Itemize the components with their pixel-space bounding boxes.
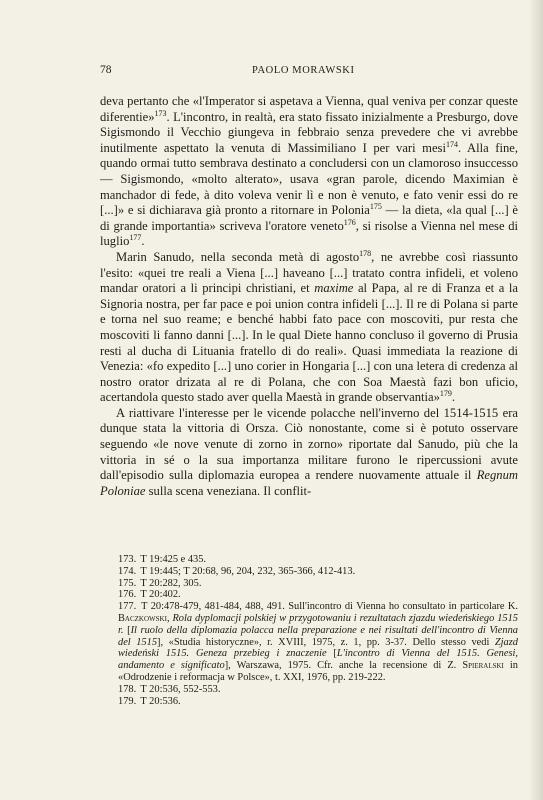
footnote-text: T 20:282, 305.: [140, 577, 202, 589]
paragraph-1: [100, 94, 518, 250]
footnote-text: T 20:536, 552-553.: [140, 683, 221, 695]
page-edge-shadow: [531, 0, 543, 800]
work-title: Zjazd wiedeński 1515. Geneza przebieg i znaczenie: [118, 636, 518, 660]
footnote-text: T 20:402.: [140, 589, 181, 601]
footnote-text: ,: [166, 612, 173, 624]
footnote-179: [118, 696, 518, 708]
footnote-177: [118, 601, 518, 684]
text-run: deva pertanto che «l'Imperator si aspetava a Vienna, qual veniva per conzar queste diferentie»: [100, 94, 518, 124]
work-title: Rola dyplomacji polskiej w przygotowaniu i rezultatach zjazdu wiedeńskiego 1515 r.: [118, 612, 519, 636]
text-run: .: [451, 390, 456, 405]
author-name: Baczkowski: [118, 612, 167, 624]
footnote-number: 174.: [118, 565, 137, 577]
footnote-text: T 19:445; T 20:68, 96, 204, 232, 365-366, 412-413.: [140, 565, 356, 577]
footnote-173: [118, 554, 518, 566]
footnote-text: in «Odrodzenie i reformacja w Polsce», t. XXI, 1976, pp. 219-222.: [118, 660, 518, 683]
text-run: Marin Sanudo, nella seconda metà di agosto: [116, 249, 360, 264]
footnote-text: T 20:478-479, 481-484, 488, 491. Sull'incontro di Vienna ho consultato in particolare K.: [141, 601, 518, 613]
footnote-text: T 19:425 e 435.: [140, 554, 207, 565]
running-head: PAOLO MORAWSKI: [252, 65, 355, 76]
text-run: . Alla fine, quando ormai tutto sembrava destinato a concludersi con un clamoroso insuccesso — Sigismondo, «molto alterato», usava «gran parole, dicendo Maximian è manchador di fede, à dito voleva venir lì e non è venuto, e fato venir essi do re [...]» e si dichiarava già pronto a ritornare in Polonia: [100, 140, 518, 218]
footnote-ref: 176: [343, 217, 356, 227]
footnote-178: [118, 684, 518, 696]
work-title-translation: Il ruolo della diplomazia polacca nella preparazione e nei risultati dell'incontro di Vienna del 1515: [118, 624, 519, 648]
text-run: al Papa, al re di Franza et a la Signoria nostra, per far pace e poi union contra infideli [...]. Il re di Polana si parte e torna nel suo reame; e benché habbi fato pace con moscoviti, pur resta che moscoviti li fanno danni [...]. In le qual Diete hanno concluso il governo di Prusia resti al ducha di Lituania fratello di do reali». Quasi immediata la reazione di Venezia: «fo expedito [...] uno corier in Hongaria [...] con una letera di credenza al nostro orator drizata al re di Polana, che con Soa Maestà fazi bon uficio, acertandola questo stado aver quella Maestà in grande observantia»: [100, 281, 518, 405]
footnote-text: [: [123, 624, 131, 636]
footnote-ref: 178: [359, 248, 372, 258]
footnote-text: ], «Studia historyczne», r. XVIII, 1975, z. 1, pp. 3-37. Dello stesso vedi: [157, 636, 495, 648]
text-run: — la dieta, «la qual [...] è di grande importantia» scriveva l'oratore veneto: [100, 203, 518, 233]
paragraph-2: [100, 250, 518, 406]
footnote-ref: 174: [445, 139, 458, 149]
text-run: sulla scena veneziana. Il conflit-: [145, 483, 312, 498]
footnote-number: 179.: [118, 695, 137, 707]
footnote-ref: 173: [154, 108, 167, 118]
page-header: [100, 64, 520, 80]
footnote-text: ], Warszawa, 1975. Cfr. anche la recensione di Z.: [224, 660, 463, 672]
footnote-text: [: [326, 648, 337, 660]
footnote-text: T 20:536.: [140, 695, 181, 707]
text-run: , ne avrebbe così riassunto l'esito: «quei tre reali a Viena [...] haveano [...] tratato contra infideli, et voleno mandar oratori a li principi christiani, et: [100, 249, 518, 296]
text-run: .: [141, 234, 145, 249]
footnote-ref: 175: [369, 201, 382, 211]
page-number: 78: [100, 64, 112, 76]
text-run: , si risolse a Vienna nel mese di luglio: [100, 218, 519, 249]
footnote-number: 173.: [118, 554, 137, 565]
footnote-number: 175.: [118, 577, 137, 589]
footnote-number: 177.: [118, 601, 137, 613]
footnote-176: [118, 589, 518, 601]
footnote-175: [118, 578, 518, 590]
work-title-translation: L'incontro di Vienna del 1515. Genesi, andamento e significato: [118, 648, 518, 672]
text-run: . L'incontro, in realtà, era stato fissato inizialmente a Presburgo, dove Sigismondo il Vecchio giungeva in febbraio senza prevedere che vi avrebbe inutilmente aspettato la venuta di Massimiliano I per vari mesi: [100, 109, 518, 155]
footnote-174: [118, 566, 518, 578]
footnote-ref: 179: [439, 389, 452, 399]
footnotes: [118, 554, 518, 707]
paragraph-3: [100, 406, 518, 500]
italic-run: maxime: [314, 281, 354, 296]
body-text: [100, 94, 518, 499]
footnote-number: 178.: [118, 683, 137, 695]
footnote-ref: 177: [129, 233, 142, 243]
italic-run: Regnum Poloniae: [100, 468, 518, 498]
text-run: A riattivare l'interesse per le vicende polacche nell'inverno del 1514-1515 era dunque stata la vittoria di Orsza. Ciò nonostante, come si è potuto osservare seguendo «le nove venute di zorno in zorno» riportate dal Sanudo, più che la vittoria in sé o la sua importanza militare furono le ripercussioni avute dall'episodio sulla diplomazia europea a rendere nuovamente attuale il: [100, 405, 518, 483]
author-name: Spieralski: [462, 660, 504, 672]
footnote-number: 176.: [118, 589, 137, 601]
